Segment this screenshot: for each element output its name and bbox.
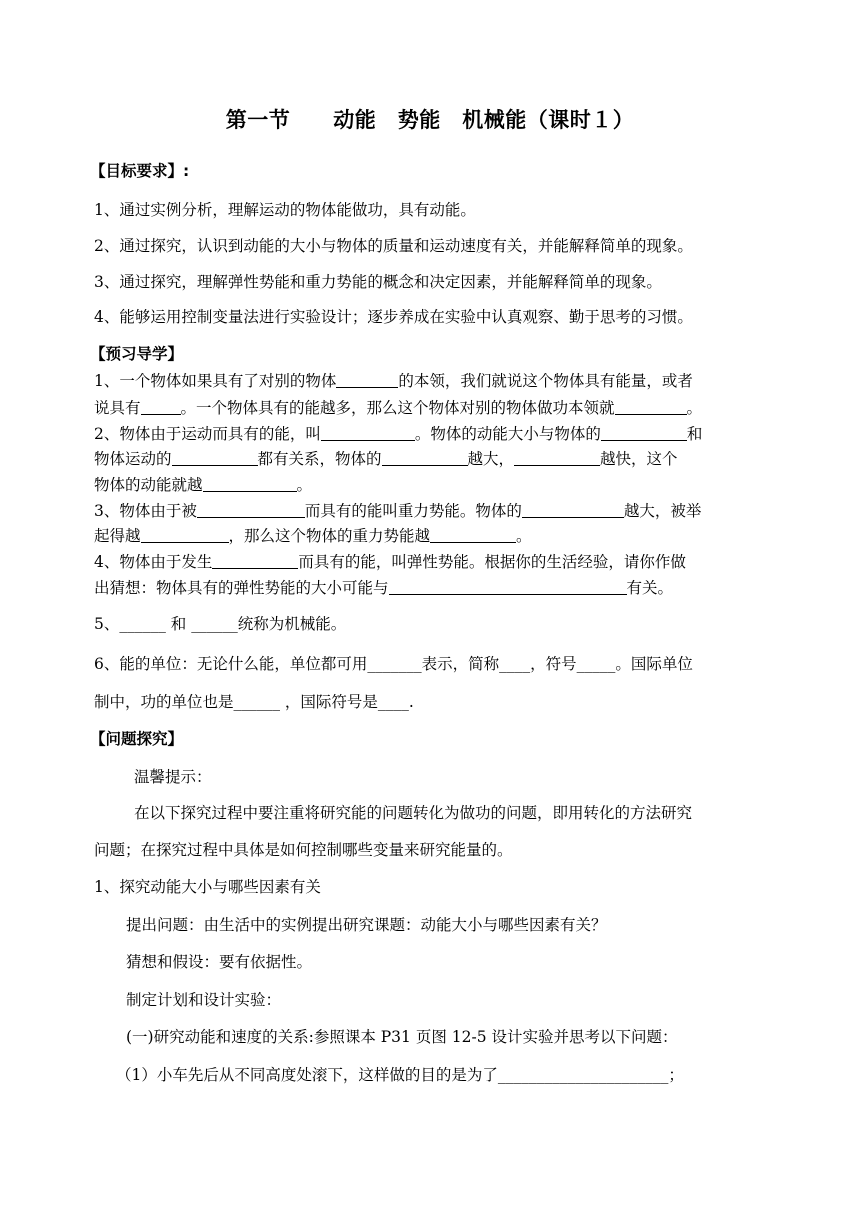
preview-q1-line1: 1、一个物体如果具有了对别的物体 的本领，我们就说这个物体具有能量，或者 xyxy=(94,372,693,390)
sub-section-1: (一)研究动能和速度的关系:参照课本 P31 页图 12-5 设计实验并思考以下问题： xyxy=(126,1028,678,1046)
preview-q4-line1: 4、物体由于发生 而具有的能，叫弹性势能。根据你的生活经验，请你作做 xyxy=(94,553,686,571)
blank[interactable] xyxy=(212,553,298,569)
preview-q2-line2: 物体运动的 都有关系，物体的 越大， 越快，这个 xyxy=(94,450,678,468)
preview-q3-line1: 3、物体由于被 而具有的能叫重力势能。物体的 越大，被举 xyxy=(94,502,702,520)
blank[interactable] xyxy=(141,527,229,543)
blank[interactable] xyxy=(321,425,415,441)
tip-line-2: 问题；在探究过程中具体是如何控制哪些变量来研究能量的。 xyxy=(94,841,513,859)
preview-q2-line1: 2、物体由于运动而具有的能，叫 。物体的动能大小与物体的 和 xyxy=(94,425,703,443)
blank[interactable] xyxy=(141,399,181,415)
explore-heading: 【问题探究】 xyxy=(90,730,184,748)
blank[interactable] xyxy=(382,450,468,466)
blank[interactable] xyxy=(197,502,305,518)
hypothesis: 猜想和假设：要有依据性。 xyxy=(126,953,313,971)
goal-item-4: 4、能够运用控制变量法进行实验设计；逐步养成在实验中认真观察、勤于思考的习惯。 xyxy=(94,308,693,326)
blank[interactable] xyxy=(172,450,258,466)
section-1-title: 1、探究动能大小与哪些因素有关 xyxy=(94,878,321,896)
page-title: 第一节 动能 势能 机械能（课时１） xyxy=(225,108,635,132)
blank[interactable] xyxy=(430,527,516,543)
goal-item-1: 1、通过实例分析，理解运动的物体能做功，具有动能。 xyxy=(94,201,476,219)
question-1: （1）小车先后从不同高度处滚下，这样做的目的是为了______________________； xyxy=(116,1066,684,1084)
plan: 制定计划和设计实验： xyxy=(126,991,282,1009)
blank[interactable] xyxy=(336,372,398,388)
blank[interactable] xyxy=(615,399,687,415)
tip-label: 温馨提示： xyxy=(134,768,212,786)
goal-item-3: 3、通过探究，理解弹性势能和重力势能的概念和决定因素，并能解释简单的现象。 xyxy=(94,273,662,291)
ask-question: 提出问题：由生活中的实例提出研究课题：动能大小与哪些因素有关？ xyxy=(126,916,607,934)
preview-q4-line2: 出猜想：物体具有的弹性势能的大小可能与 有关。 xyxy=(94,579,674,597)
preview-q3-line2: 起得越 ，那么这个物体的重力势能越 。 xyxy=(94,527,532,545)
tip-line-1: 在以下探究过程中要注重将研究能的问题转化为做功的问题，即用转化的方法研究 xyxy=(134,804,693,822)
blank[interactable] xyxy=(522,502,624,518)
blank[interactable] xyxy=(514,450,600,466)
preview-q1-line2: 说具有 。一个物体具有的能越多，那么这个物体对别的物体做功本领就 。 xyxy=(94,399,703,417)
blank[interactable] xyxy=(601,425,687,441)
blank[interactable] xyxy=(203,476,297,492)
preview-q5: 5、______ 和 ______统称为机械能。 xyxy=(94,615,347,633)
preview-heading: 【预习导学】 xyxy=(90,345,184,363)
preview-q6-line2: 制中，功的单位也是______ ，国际符号是____. xyxy=(94,693,414,711)
preview-q6-line1: 6、能的单位：无论什么能，单位都可用_______表示，简称____，符号_____。国际单位 xyxy=(94,655,693,673)
blank[interactable] xyxy=(389,579,627,595)
preview-q2-line3: 物体的动能就越 。 xyxy=(94,476,313,494)
goal-item-2: 2、通过探究，认识到动能的大小与物体的质量和运动速度有关，并能解释简单的现象。 xyxy=(94,237,693,255)
goals-heading: 【目标要求】: xyxy=(90,162,190,180)
